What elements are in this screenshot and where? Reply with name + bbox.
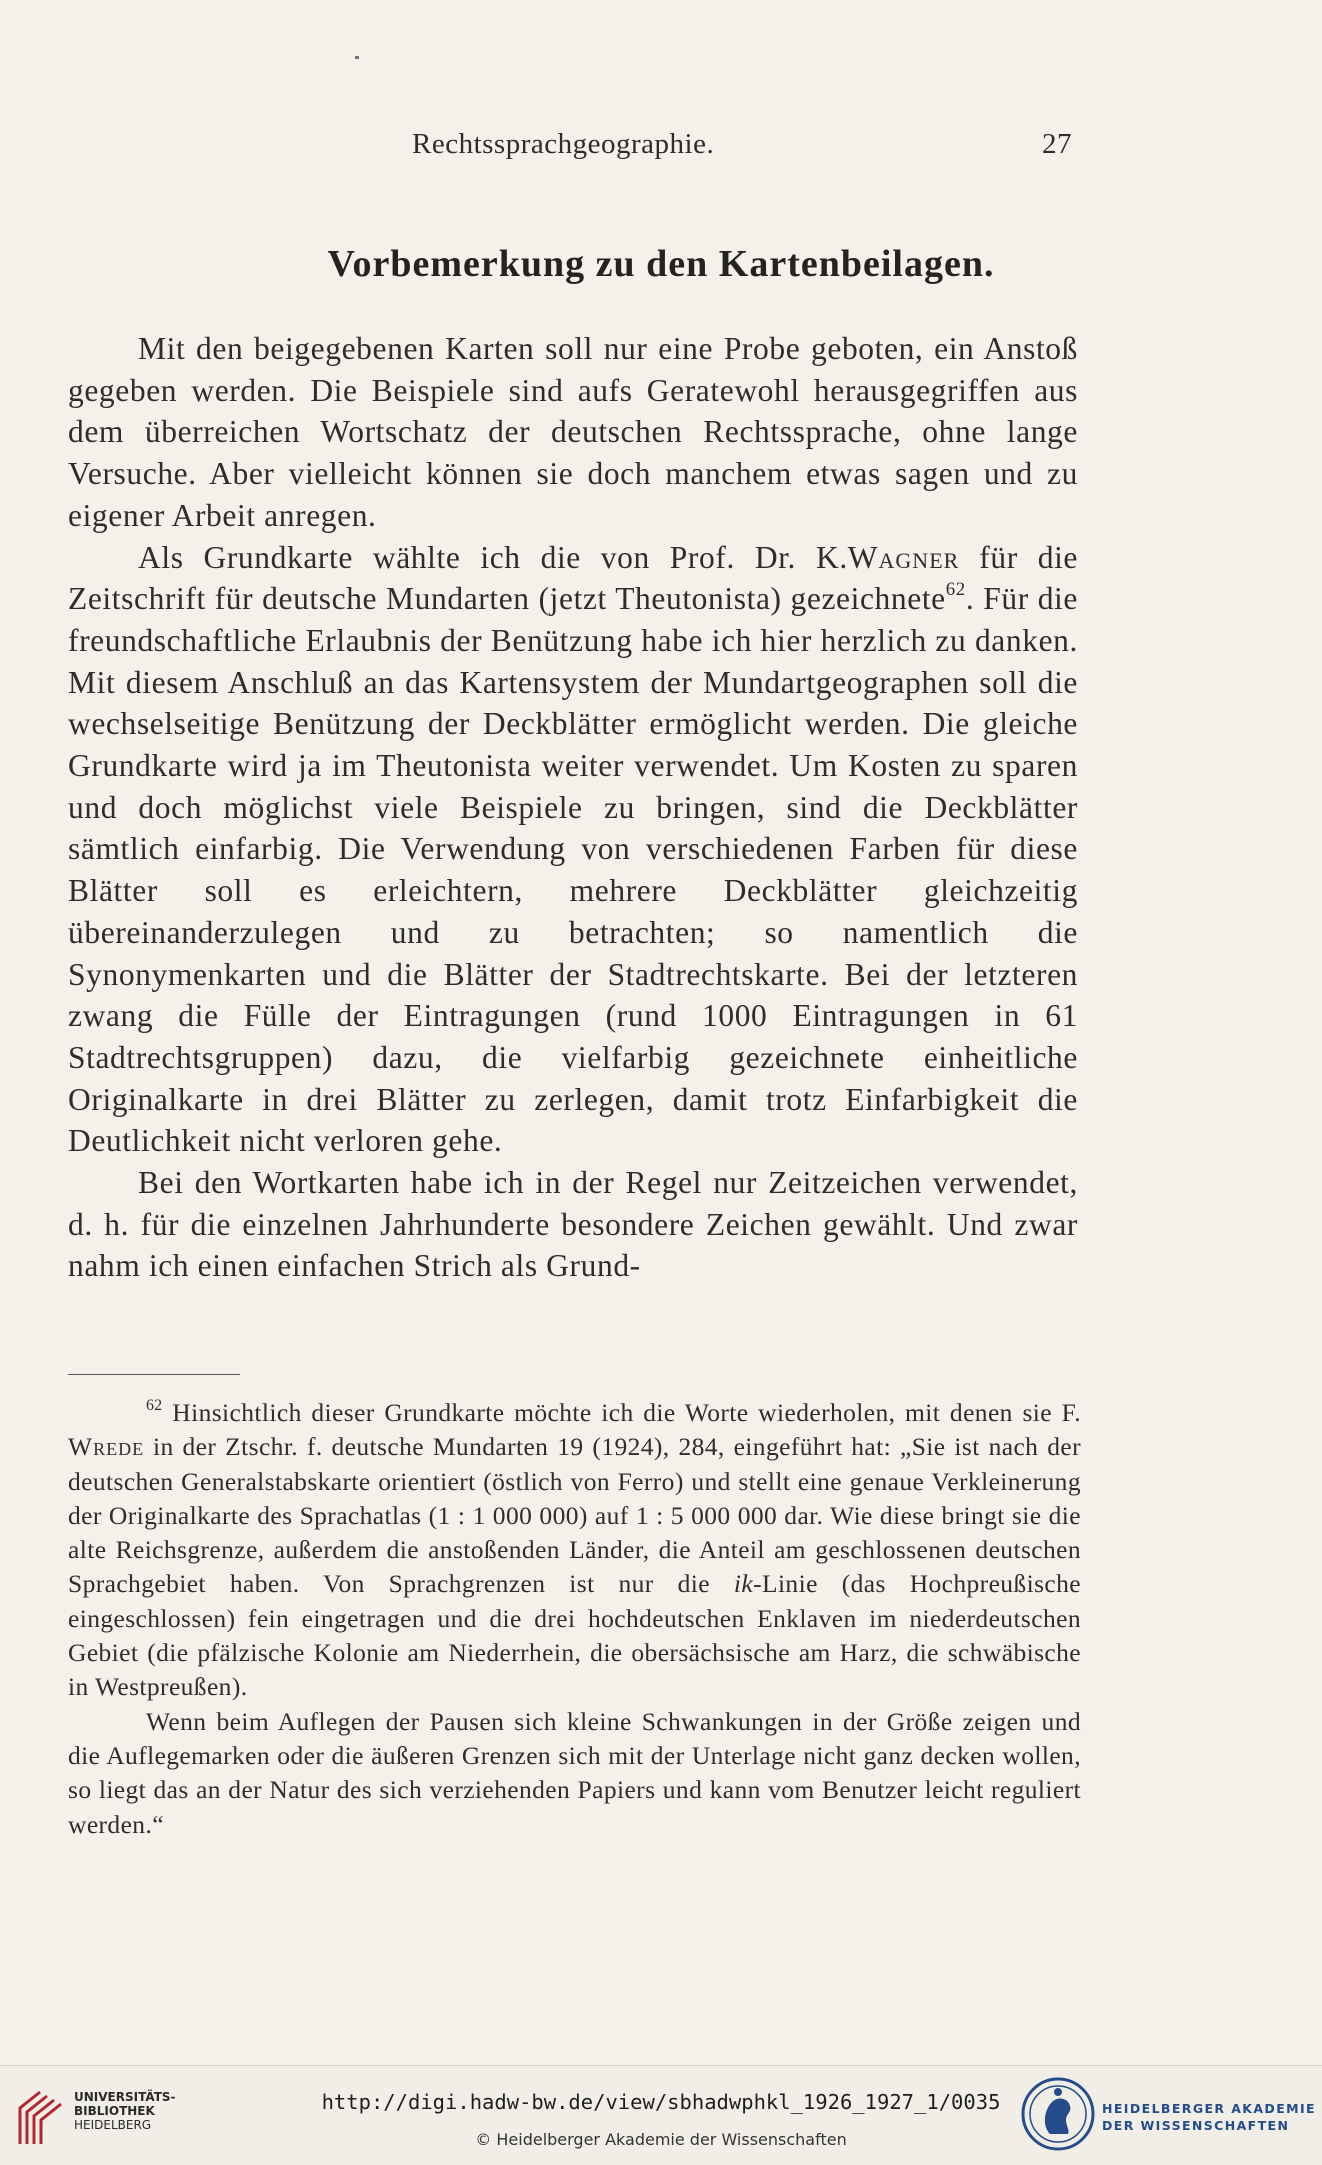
paragraph-text: . Für die freundschaftliche Erlaubnis der Benützung habe ich hier herzlich zu danken. Mit diesem Anschluß an das Kartensystem der Mundartgeographen soll die wechselseitige Benützung der Deckblätter ermöglicht werden. Die gleiche Grundkarte wird ja im Theutonista weiter verwendet. Um Kosten zu sparen und doch möglichst viele Beispiele zu bringen, sind die Deckblätter sämtlich einfarbig. Die Verwendung von verschiedenen Farben für diese Blätter soll es erleichtern, mehrere Deckblätter gleichzeitig übereinanderzulegen und zu betrachten; so namentlich die Synonymenkarten und die Blätter der Stadtrechtskarte. Bei der letzteren zwang die Fülle der Eintragungen (rund 1000 Eintragungen in 61 Stadtrechtsgruppen) dazu, die vielfarbig gezeichnete einheitliche Originalkarte in drei Blätter zu zerlegen, damit trotz Einfarbigkeit die Deutlichkeit nicht verloren gehe. [68, 581, 1078, 1159]
footnote-text: -Linie (das Hochpreußische eingeschlossen) fein eingetragen und die drei hochdeutschen Enklaven im niederdeutschen Gebiet (die pfälzische Kolonie am Niederrhein, die obersächsische am Harz, die schwäbische in Westpreußen). [68, 1569, 1081, 1702]
paragraph-text: Bei den Wortkarten habe ich in der Regel nur Zeitzeichen verwendet, d. h. für die einzelnen Jahrhunderte besondere Zeichen gewählt. Und zwar nahm ich einen einfachen Strich als Grund- [68, 1165, 1078, 1284]
body-text [68, 328, 1078, 1287]
paragraph-text: für die Zeitschrift für deutsche Mundarten (jetzt Theutonista) gezeichnete [68, 539, 1078, 617]
running-title: Rechtssprachgeographie. [412, 128, 715, 160]
page-number: 27 [1042, 128, 1072, 160]
author-name: Wrede [68, 1432, 145, 1462]
academy-name [1102, 2100, 1316, 2134]
footnote-text: in der Ztschr. f. deutsche Mundarten 19 (1924), 284, eingeführt hat: „Sie ist nach der deutschen Generalstabskarte orientiert (östlich von Ferro) und stellt eine genaue Verkleinerung der Originalkarte des Sprachatlas (1 : 1 000 000) auf 1 : 5 000 000 dar. Wie diese bringt sie die alte Reichsgrenze, außerdem die anstoßenden Länder, die Anteil am geschlossenen deutschen Sprachgebiet haben. Von Sprachgrenzen ist nur die [68, 1432, 1081, 1599]
paragraph [68, 328, 1078, 537]
permalink[interactable]: http://digi.hadw-bw.de/view/sbhadwphkl_1926_1927_1/0035 [321, 2090, 1001, 2114]
footnote-reference[interactable]: 62 [945, 579, 966, 601]
footnote [68, 1396, 1081, 1705]
paragraph-text: Mit den beigegebenen Karten soll nur eine Probe geboten, ein Anstoß gegeben werden. Die Beispiele sind aufs Geratewohl herausgegriffen aus dem überreichen Wortschatz der deutschen Rechtssprache, ohne lange Versuche. Aber vielleicht können sie doch manchem etwas sagen und zu eigener Arbeit anregen. [68, 331, 1078, 533]
pencil-mark [355, 56, 359, 59]
paragraph-text: Als Grundkarte wählte ich die von Prof. Dr. K. [138, 539, 848, 575]
section-heading: Vorbemerkung zu den Kartenbeilagen. [327, 243, 995, 285]
academy-line: DER WISSENSCHAFTEN [1102, 2118, 1290, 2133]
running-header [412, 128, 1072, 168]
library-line: HEIDELBERG [74, 2118, 152, 2132]
footnotes [68, 1396, 1081, 1842]
footnote-continuation [68, 1705, 1081, 1842]
footnote-number: 62 [146, 1396, 163, 1414]
paragraph [68, 1162, 1078, 1287]
library-line: UNIVERSITÄTS- [74, 2090, 176, 2104]
library-line: BIBLIOTHEK [74, 2104, 155, 2118]
footer-bar [0, 2065, 1322, 2165]
footnote-text: Hinsichtlich dieser Grundkarte möchte ich die Worte wiederholen, mit denen sie F. [162, 1398, 1081, 1427]
author-name: Wagner [847, 539, 960, 575]
footnote-text: Wenn beim Auflegen der Pausen sich kleine Schwankungen in der Größe zeigen und die Auflegemarken oder die äußeren Grenzen sich mit der Unterlage nicht ganz decken wollen, so liegt das an der Natur des sich verziehenden Papiers und kann vom Benutzer leicht reguliert werden.“ [68, 1706, 1081, 1839]
footnote-divider [68, 1374, 240, 1375]
academy-seal-icon[interactable] [1020, 2076, 1096, 2152]
copyright-notice: © Heidelberger Akademie der Wissenschaften [475, 2130, 847, 2149]
footnote-italic: ik [733, 1569, 754, 1599]
paragraph [68, 537, 1078, 1163]
academy-line: HEIDELBERGER AKADEMIE [1102, 2101, 1316, 2116]
